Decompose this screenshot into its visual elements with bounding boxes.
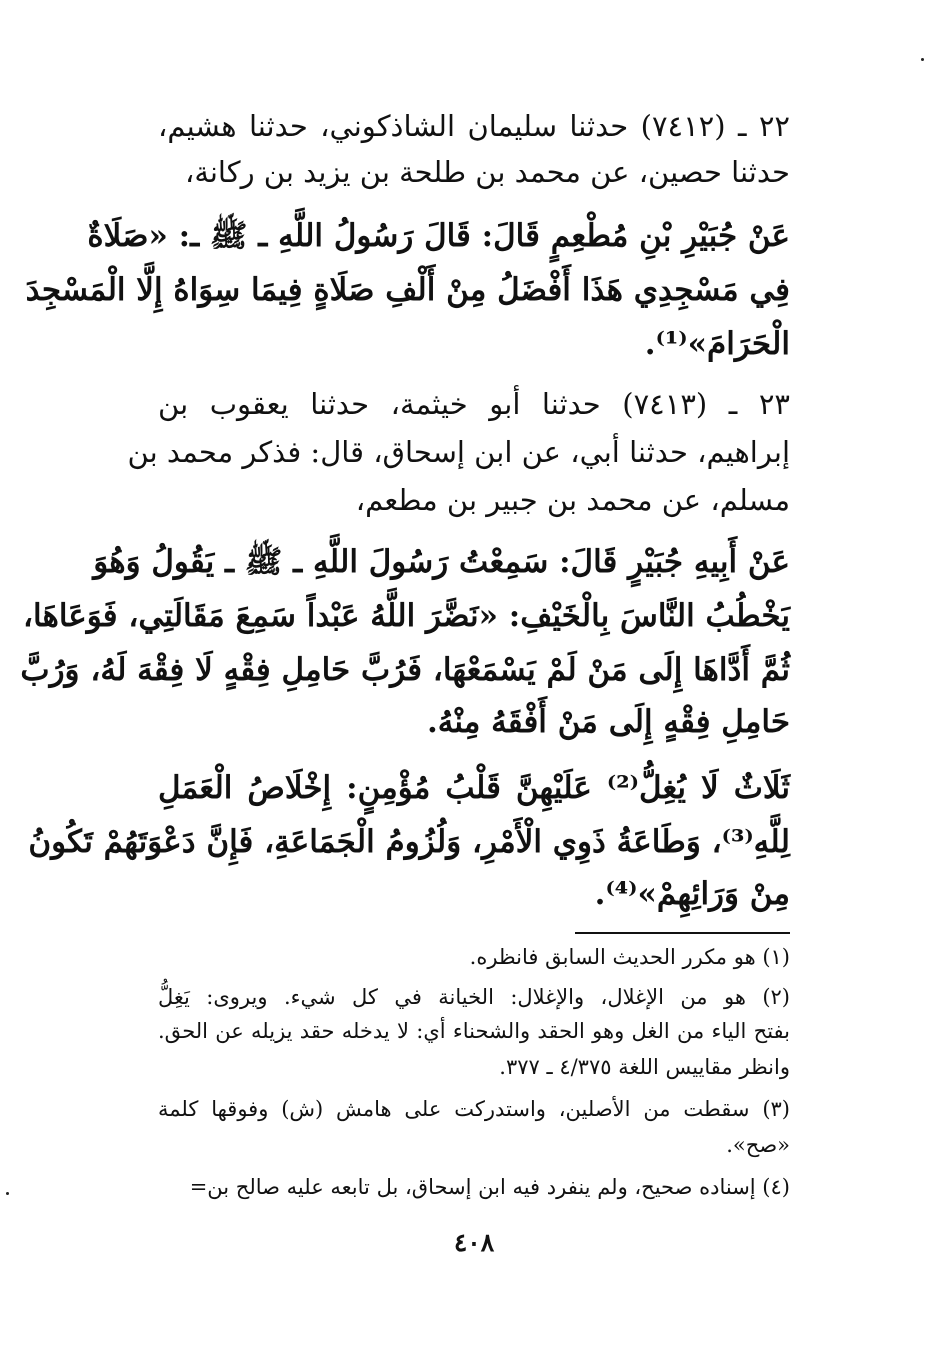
page-number: ٤٠٨ (453, 1228, 495, 1257)
hadith-23-matn2-line-2: لِلَّهِ⁽³⁾، وَطَاعَةُ ذَوِي الْأَمْرِ، وَلُزُومُ الْجَمَاعَةِ، فَإِنَّ دَعْوَتَهُمْ تَكُونُ (28, 824, 790, 860)
hadith-23-matn-line-3: ثُمَّ أَدَّاهَا إِلَى مَنْ لَمْ يَسْمَعْهَا، فَرُبَّ حَامِلِ فِقْهٍ لَا فِقْهَ لَهُ، وَرُبَّ (20, 652, 790, 688)
hadith-22-chain-line-2: حدثنا حصين، عن محمد بن طلحة بن يزيد بن ركانة، (184, 155, 790, 189)
footnote-3-line-1: (٣) سقطت من الأصلين، واستدركت على هامش (ش) وفوقها كلمة (158, 1097, 790, 1121)
hadith-23-chain-line-1: ٢٣ ـ (٧٤١٣) حدثنا أبو خيثمة، حدثنا يعقوب بن (158, 387, 790, 421)
hadith-23-matn2-line-3: مِنْ وَرَائِهِمْ»⁽⁴⁾. (594, 876, 790, 912)
footnote-2-line-1: (٢) هو من الإغلال، والإغلال: الخيانة في كل شيء. ويروى: يَغِلُّ (158, 985, 790, 1009)
footnote-separator (575, 932, 790, 934)
footnote-2-line-2: بفتح الياء من الغل وهو الحقد والشحناء أي: لا يدخله حقد يزيله عن الحق. (158, 1019, 790, 1043)
footnote-2-line-3: وانظر مقاييس اللغة ٤/٣٧٥ ـ ٣٧٧. (499, 1055, 790, 1079)
hadith-23-matn-line-2: يَخْطُبُ النَّاسَ بِالْخَيْفِ: «نَضَّرَ اللَّهُ عَبْداً سَمِعَ مَقَالَتِي، فَوَعَاهَا، (23, 598, 790, 634)
footnote-1: (١) هو مكرر الحديث السابق فانظره. (469, 945, 790, 969)
hadith-22-matn-line-1: عَنْ جُبَيْرِ بْنِ مُطْعِمٍ قَالَ: قَالَ رَسُولُ اللَّهِ ـ ﷺ ـ: «صَلَاةٌ (87, 218, 790, 254)
hadith-23-chain-line-3: مسلم، عن محمد بن جبير بن مطعم، (355, 483, 790, 517)
hadith-23-matn2-line-1: ثَلَاثٌ لَا يُغِلُّ⁽²⁾ عَلَيْهِنَّ قَلْبُ مُؤْمِنٍ: إِخْلَاصُ الْعَمَلِ (158, 770, 790, 806)
footnote-4: (٤) إسناده صحيح، ولم ينفرد فيه ابن إسحاق، بل تابعه عليه صالح بن= (189, 1175, 790, 1199)
hadith-23-matn-line-1: عَنْ أَبِيهِ جُبَيْرٍ قَالَ: سَمِعْتُ رَسُولَ اللَّهِ ـ ﷺ ـ يَقُولُ وَهُوَ (93, 544, 790, 580)
hadith-22-matn-line-2: فِي مَسْجِدِي هَذَا أَفْضَلُ مِنْ أَلْفِ صَلَاةٍ فِيمَا سِوَاهُ إِلَّا الْمَسْجِدَ (25, 272, 790, 308)
hadith-22-chain-line-1: ٢٢ ـ (٧٤١٢) حدثنا سليمان الشاذكوني، حدثنا هشيم، (158, 109, 791, 143)
hadith-22-matn-line-3: الْحَرَامَ»⁽¹⁾. (644, 326, 790, 362)
hadith-23-chain-line-2: إبراهيم، حدثنا أبي، عن ابن إسحاق، قال: فذكر محمد بن (127, 435, 790, 469)
scan-speck (921, 58, 924, 61)
footnote-3-line-2: «صح». (726, 1133, 790, 1157)
scan-speck (6, 1192, 9, 1195)
hadith-23-matn-line-4: حَامِلِ فِقْهٍ إِلَى مَنْ أَفْقَهُ مِنْهُ. (427, 704, 790, 740)
